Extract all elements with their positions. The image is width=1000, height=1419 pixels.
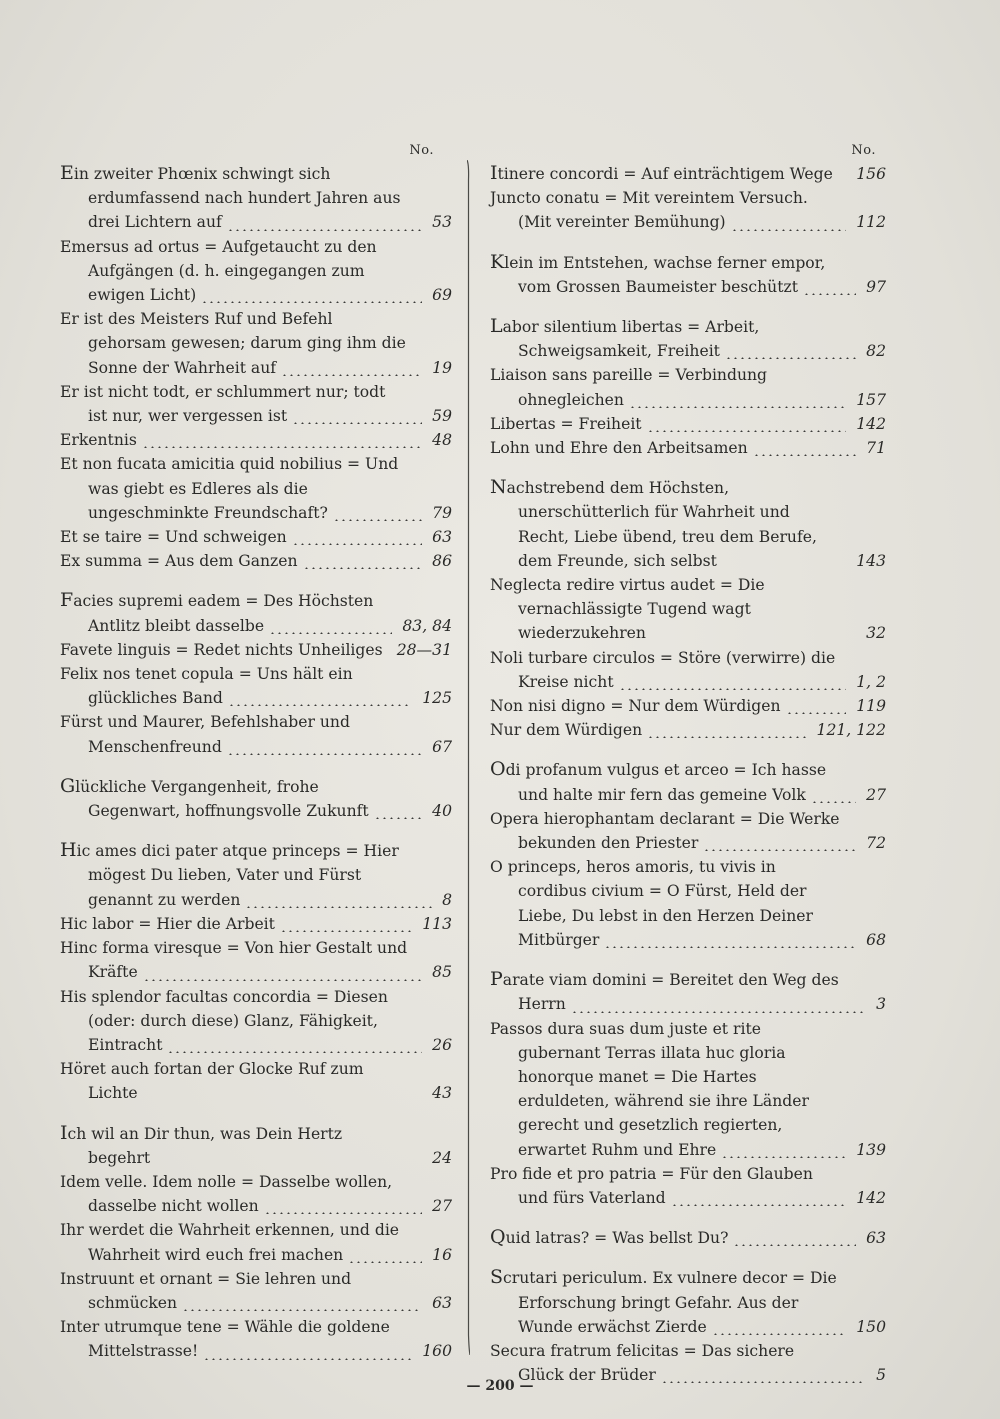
entry-text: Opera hierophantam declarant = Die Werke bekunden den Priester xyxy=(490,809,840,853)
entry-text: Nachstrebend dem Höchsten, unerschütterlich für Wahrheit und Recht, Liebe übend, treu dem Berufe, dem Freunde, sich selbst xyxy=(490,476,817,570)
entry-text: Er ist des Meisters Ruf und Befehl gehorsam gewesen; darum ging ihm die Sonne der Wahrheit auf xyxy=(60,310,406,377)
index-entry xyxy=(60,912,452,936)
dot-leader xyxy=(731,229,847,231)
index-letter-group xyxy=(490,967,886,1210)
dot-leader xyxy=(721,1156,846,1158)
group-initial-letter: K xyxy=(490,250,505,273)
index-entry xyxy=(60,307,452,380)
entry-text: His splendor facultas concordia = Diesen (oder: durch diese) Glanz, Fähigkeit, Eintracht xyxy=(60,987,388,1054)
index-letter-group xyxy=(60,161,452,573)
entry-number: 121, 122 xyxy=(816,721,886,740)
index-entry xyxy=(60,1218,452,1266)
index-entry xyxy=(60,838,452,912)
entry-text: Nur dem Würdigen xyxy=(490,721,643,740)
entry-number: 85 xyxy=(432,963,452,982)
index-entry xyxy=(490,1225,886,1250)
entry-number: 71 xyxy=(866,439,886,458)
index-entry xyxy=(60,662,452,710)
right-index-entries xyxy=(490,161,886,1387)
entry-number: 125 xyxy=(422,689,452,708)
entry-number: 79 xyxy=(432,503,452,522)
entry-text: Hic labor = Hier die Arbeit xyxy=(60,914,275,933)
dot-leader xyxy=(292,543,422,545)
dot-leader xyxy=(303,567,423,569)
entry-text: Felix nos tenet copula = Uns hält ein glückliches Band xyxy=(60,665,353,708)
entry-number: 160 xyxy=(422,1342,452,1361)
index-entry xyxy=(490,1265,886,1339)
entry-text: Inter utrumque tene = Wähle die goldene Mittelstrasse! xyxy=(60,1318,390,1361)
entry-text: Liaison sans pareille = Verbindung ohnegleichen xyxy=(490,366,768,409)
group-initial-letter: N xyxy=(490,476,507,499)
entry-text: Scrutari periculum. Ex vulnere decor = Die Erforschung bringt Gefahr. Aus der Wunde erwächst Zierde xyxy=(490,1266,837,1336)
index-entry xyxy=(60,774,452,823)
dot-leader xyxy=(201,301,422,303)
dot-leader xyxy=(227,753,422,755)
index-entry xyxy=(60,235,452,308)
index-entry xyxy=(60,1170,452,1218)
entry-number: 150 xyxy=(856,1317,886,1336)
dot-leader xyxy=(228,704,412,706)
index-entry xyxy=(490,718,886,742)
index-letter-group xyxy=(60,838,452,1105)
dot-leader xyxy=(753,454,857,456)
dot-leader xyxy=(227,229,422,231)
index-entry xyxy=(60,985,452,1058)
entry-text: Passos dura suas dum juste et rite gubernant Terras illata huc gloria honorque manet = Die Hartes erduldeten, während sie ihre Länder gerecht und gesetzlich regierten, erwartet Ruhm und Ehre xyxy=(490,1019,809,1159)
index-entry xyxy=(490,436,886,460)
entry-text: Favete linguis = Redet nichts Unheiliges xyxy=(60,640,383,659)
dot-leader xyxy=(647,430,847,432)
index-entry xyxy=(60,428,452,452)
entry-text: Ihr werdet die Wahrheit erkennen, und die Wahrheit wird euch frei machen xyxy=(60,1221,400,1264)
index-letter-group xyxy=(490,1265,886,1387)
index-entry xyxy=(490,314,886,363)
entry-number: 5 xyxy=(876,1366,886,1385)
entry-text: Lohn und Ehre den Arbeitsamen xyxy=(490,439,748,458)
index-letter-group xyxy=(60,774,452,823)
group-initial-letter: S xyxy=(490,1266,504,1289)
entry-text: Facies supremi eadem = Des Höchsten Antlitz bleibt dasselbe xyxy=(60,589,374,635)
entry-number: 82 xyxy=(866,342,886,361)
entry-text: Pro fide et pro patria = Für den Glauben und fürs Vaterland xyxy=(490,1164,813,1207)
entry-text: Noli turbare circulos = Störe (verwirre) die Kreise nicht xyxy=(490,648,836,691)
index-entry xyxy=(60,549,452,573)
dot-leader xyxy=(142,446,422,448)
index-entry xyxy=(490,363,886,411)
entry-text: Quid latras? = Was bellst Du? xyxy=(490,1226,729,1249)
group-initial-letter: O xyxy=(490,758,506,781)
entry-number: 53 xyxy=(432,213,452,232)
entry-number: 67 xyxy=(432,737,452,756)
number-column-header: No. xyxy=(409,143,434,158)
dot-leader xyxy=(348,1261,422,1263)
dot-leader xyxy=(733,1244,856,1246)
entry-number: 43 xyxy=(432,1084,452,1103)
index-entry xyxy=(490,412,886,436)
entry-number: 48 xyxy=(432,431,452,450)
entry-text: Klein im Entstehen, wachse ferner empor, vom Grossen Baumeister beschützt xyxy=(490,250,826,296)
index-entry xyxy=(490,807,886,855)
entry-number: 143 xyxy=(856,551,886,570)
index-entry xyxy=(60,1267,452,1315)
index-letter-group xyxy=(490,757,886,952)
entry-number: 139 xyxy=(856,1140,886,1159)
dot-leader xyxy=(182,1309,422,1311)
entry-text: Itinere concordi = Auf einträchtigem Wege xyxy=(490,162,833,184)
dot-leader xyxy=(671,1204,847,1206)
entry-number: 156 xyxy=(856,165,886,183)
entry-text: Juncto conatu = Mit vereintem Versuch. (Mit vereinter Bemühung) xyxy=(490,189,808,232)
group-initial-letter: I xyxy=(490,162,498,184)
index-entry xyxy=(60,936,452,984)
left-column xyxy=(60,142,452,1379)
index-entry xyxy=(490,161,886,186)
entry-number: 72 xyxy=(866,834,886,853)
entry-number: 112 xyxy=(856,213,886,232)
index-entry xyxy=(490,855,886,952)
index-entry xyxy=(490,1017,886,1162)
dot-leader xyxy=(269,632,392,634)
index-entry xyxy=(60,638,452,662)
entry-number: 28—31 xyxy=(396,640,452,659)
dot-leader xyxy=(803,293,856,295)
dot-leader xyxy=(292,422,422,424)
entry-text: O princeps, heros amoris, tu vivis in cordibus civium = O Fürst, Held der Liebe, Du lebst in den Herzen Deiner Mitbürger xyxy=(490,858,813,949)
dot-leader xyxy=(280,930,412,932)
entry-number: 40 xyxy=(432,802,452,821)
index-entry xyxy=(60,161,452,235)
dot-leader xyxy=(703,849,856,851)
entry-number: 119 xyxy=(856,697,886,716)
dot-leader xyxy=(647,736,806,738)
dot-leader xyxy=(143,979,422,981)
entry-number: 63 xyxy=(866,1229,886,1248)
dot-leader xyxy=(811,801,856,803)
entry-text: Erkentnis xyxy=(60,431,137,450)
index-entry xyxy=(490,573,886,646)
group-initial-letter: F xyxy=(60,589,74,612)
index-entry xyxy=(60,380,452,428)
entry-text: Er ist nicht todt, er schlummert nur; todt ist nur, wer vergessen ist xyxy=(60,382,386,426)
entry-text: Hic ames dici pater atque princeps = Hier mögest Du lieben, Vater und Fürst genannt zu werden xyxy=(60,839,399,909)
index-entry xyxy=(60,588,452,637)
entry-number: 27 xyxy=(432,1197,452,1216)
group-initial-letter: L xyxy=(490,315,503,338)
group-initial-letter: P xyxy=(490,968,503,991)
index-entry xyxy=(60,710,452,758)
index-entry xyxy=(490,475,886,573)
column-divider xyxy=(467,160,470,1355)
dot-leader xyxy=(619,688,847,690)
index-letter-group xyxy=(60,588,452,758)
entry-text: Emersus ad ortus = Aufgetaucht zu den Aufgängen (d. h. eingegangen zum ewigen Licht) xyxy=(60,237,377,305)
index-letter-group xyxy=(490,250,886,299)
entry-text: Ich wil an Dir thun, was Dein Hertz begehrt xyxy=(60,1121,343,1167)
dot-leader xyxy=(333,519,422,521)
entry-number: 86 xyxy=(432,552,452,571)
group-initial-letter: I xyxy=(60,1121,68,1144)
group-initial-letter: Q xyxy=(490,1226,506,1249)
entry-number: 142 xyxy=(856,414,886,433)
dot-leader xyxy=(571,1011,866,1013)
entry-number: 83, 84 xyxy=(402,616,452,635)
dot-leader xyxy=(264,1212,422,1214)
entry-number: 3 xyxy=(876,995,886,1014)
entry-number: 69 xyxy=(432,286,452,305)
index-entry xyxy=(490,250,886,299)
entry-text: Idem velle. Idem nolle = Dasselbe wollen, dasselbe nicht wollen xyxy=(60,1172,393,1216)
dot-leader xyxy=(245,906,432,908)
entry-text: Glückliche Vergangenheit, frohe Gegenwart, hoffnungsvolle Zukunft xyxy=(60,774,369,821)
index-letter-group xyxy=(490,314,886,460)
dot-leader xyxy=(604,946,856,948)
entry-number: 68 xyxy=(866,930,886,949)
group-initial-letter: E xyxy=(60,162,74,184)
page-number: — 200 — xyxy=(466,1378,534,1394)
index-letter-group xyxy=(490,475,886,742)
entry-text: Et se taire = Und schweigen xyxy=(60,528,287,547)
index-entry xyxy=(60,1315,452,1363)
entry-number: 8 xyxy=(442,890,452,909)
dot-leader xyxy=(203,1358,412,1360)
entry-text: Non nisi digno = Nur dem Würdigen xyxy=(490,697,781,716)
index-entry xyxy=(490,757,886,806)
entry-number: 32 xyxy=(866,624,886,643)
dot-leader xyxy=(167,1051,422,1053)
entry-text: Höret auch fortan der Glocke Ruf zum Lichte xyxy=(60,1060,364,1103)
index-entry xyxy=(60,1057,452,1105)
entry-number: 59 xyxy=(432,407,452,426)
entry-number: 142 xyxy=(856,1188,886,1207)
entry-number: 157 xyxy=(856,390,886,409)
entry-number: 26 xyxy=(432,1035,452,1054)
entry-text: Ex summa = Aus dem Ganzen xyxy=(60,552,298,571)
entry-text: Ein zweiter Phœnix schwingt sich erdumfassend nach hundert Jahren aus drei Lichtern auf xyxy=(60,162,401,232)
entry-text: Fürst und Maurer, Befehlshaber und Menschenfreund xyxy=(60,713,350,756)
number-column-header: No. xyxy=(851,143,876,158)
index-letter-group xyxy=(490,1225,886,1250)
entry-number: 24 xyxy=(432,1148,452,1167)
index-entry xyxy=(490,646,886,694)
entry-number: 113 xyxy=(422,914,452,933)
dot-leader xyxy=(374,817,423,819)
entry-text: Parate viam domini = Bereitet den Weg des Herrn xyxy=(490,968,839,1014)
dot-leader xyxy=(629,406,846,408)
entry-text: Odi profanum vulgus et arceo = Ich hasse und halte mir fern das gemeine Volk xyxy=(490,758,827,804)
group-initial-letter: G xyxy=(60,774,76,797)
entry-text: Instruunt et ornant = Sie lehren und schmücken xyxy=(60,1269,352,1312)
dot-leader xyxy=(712,1333,847,1335)
left-index-entries xyxy=(60,161,452,1364)
entry-text: Hinc forma viresque = Von hier Gestalt und Kräfte xyxy=(60,939,408,982)
index-entry xyxy=(60,525,452,549)
entry-text: Labor silentium libertas = Arbeit, Schweigsamkeit, Freiheit xyxy=(490,315,760,361)
dot-leader xyxy=(281,374,422,376)
entry-text: Neglecta redire virtus audet = Die vernachlässigte Tugend wagt wiederzukehren xyxy=(490,576,765,643)
entry-number: 19 xyxy=(432,358,452,377)
entry-text: Et non fucata amicitia quid nobilius = Und was giebt es Edleres als die ungeschminkte Freundschaft? xyxy=(60,455,399,522)
dot-leader xyxy=(786,712,847,714)
entry-number: 63 xyxy=(432,1293,452,1312)
index-entry xyxy=(490,694,886,718)
entry-number: 63 xyxy=(432,528,452,547)
entry-text: Secura fratrum felicitas = Das sichere Glück der Brüder xyxy=(490,1341,795,1385)
index-entry xyxy=(490,186,886,234)
index-letter-group xyxy=(60,1121,452,1364)
index-entry xyxy=(60,1121,452,1170)
dot-leader xyxy=(725,357,856,359)
right-column xyxy=(490,142,886,1402)
index-entry xyxy=(60,452,452,525)
entry-number: 16 xyxy=(432,1245,452,1264)
index-letter-group xyxy=(490,161,886,235)
entry-text: Libertas = Freiheit xyxy=(490,414,642,433)
index-entry xyxy=(490,967,886,1016)
entry-number: 1, 2 xyxy=(856,672,886,691)
group-initial-letter: H xyxy=(60,839,77,862)
entry-number: 97 xyxy=(866,277,886,296)
entry-number: 27 xyxy=(866,785,886,804)
index-entry xyxy=(490,1162,886,1210)
